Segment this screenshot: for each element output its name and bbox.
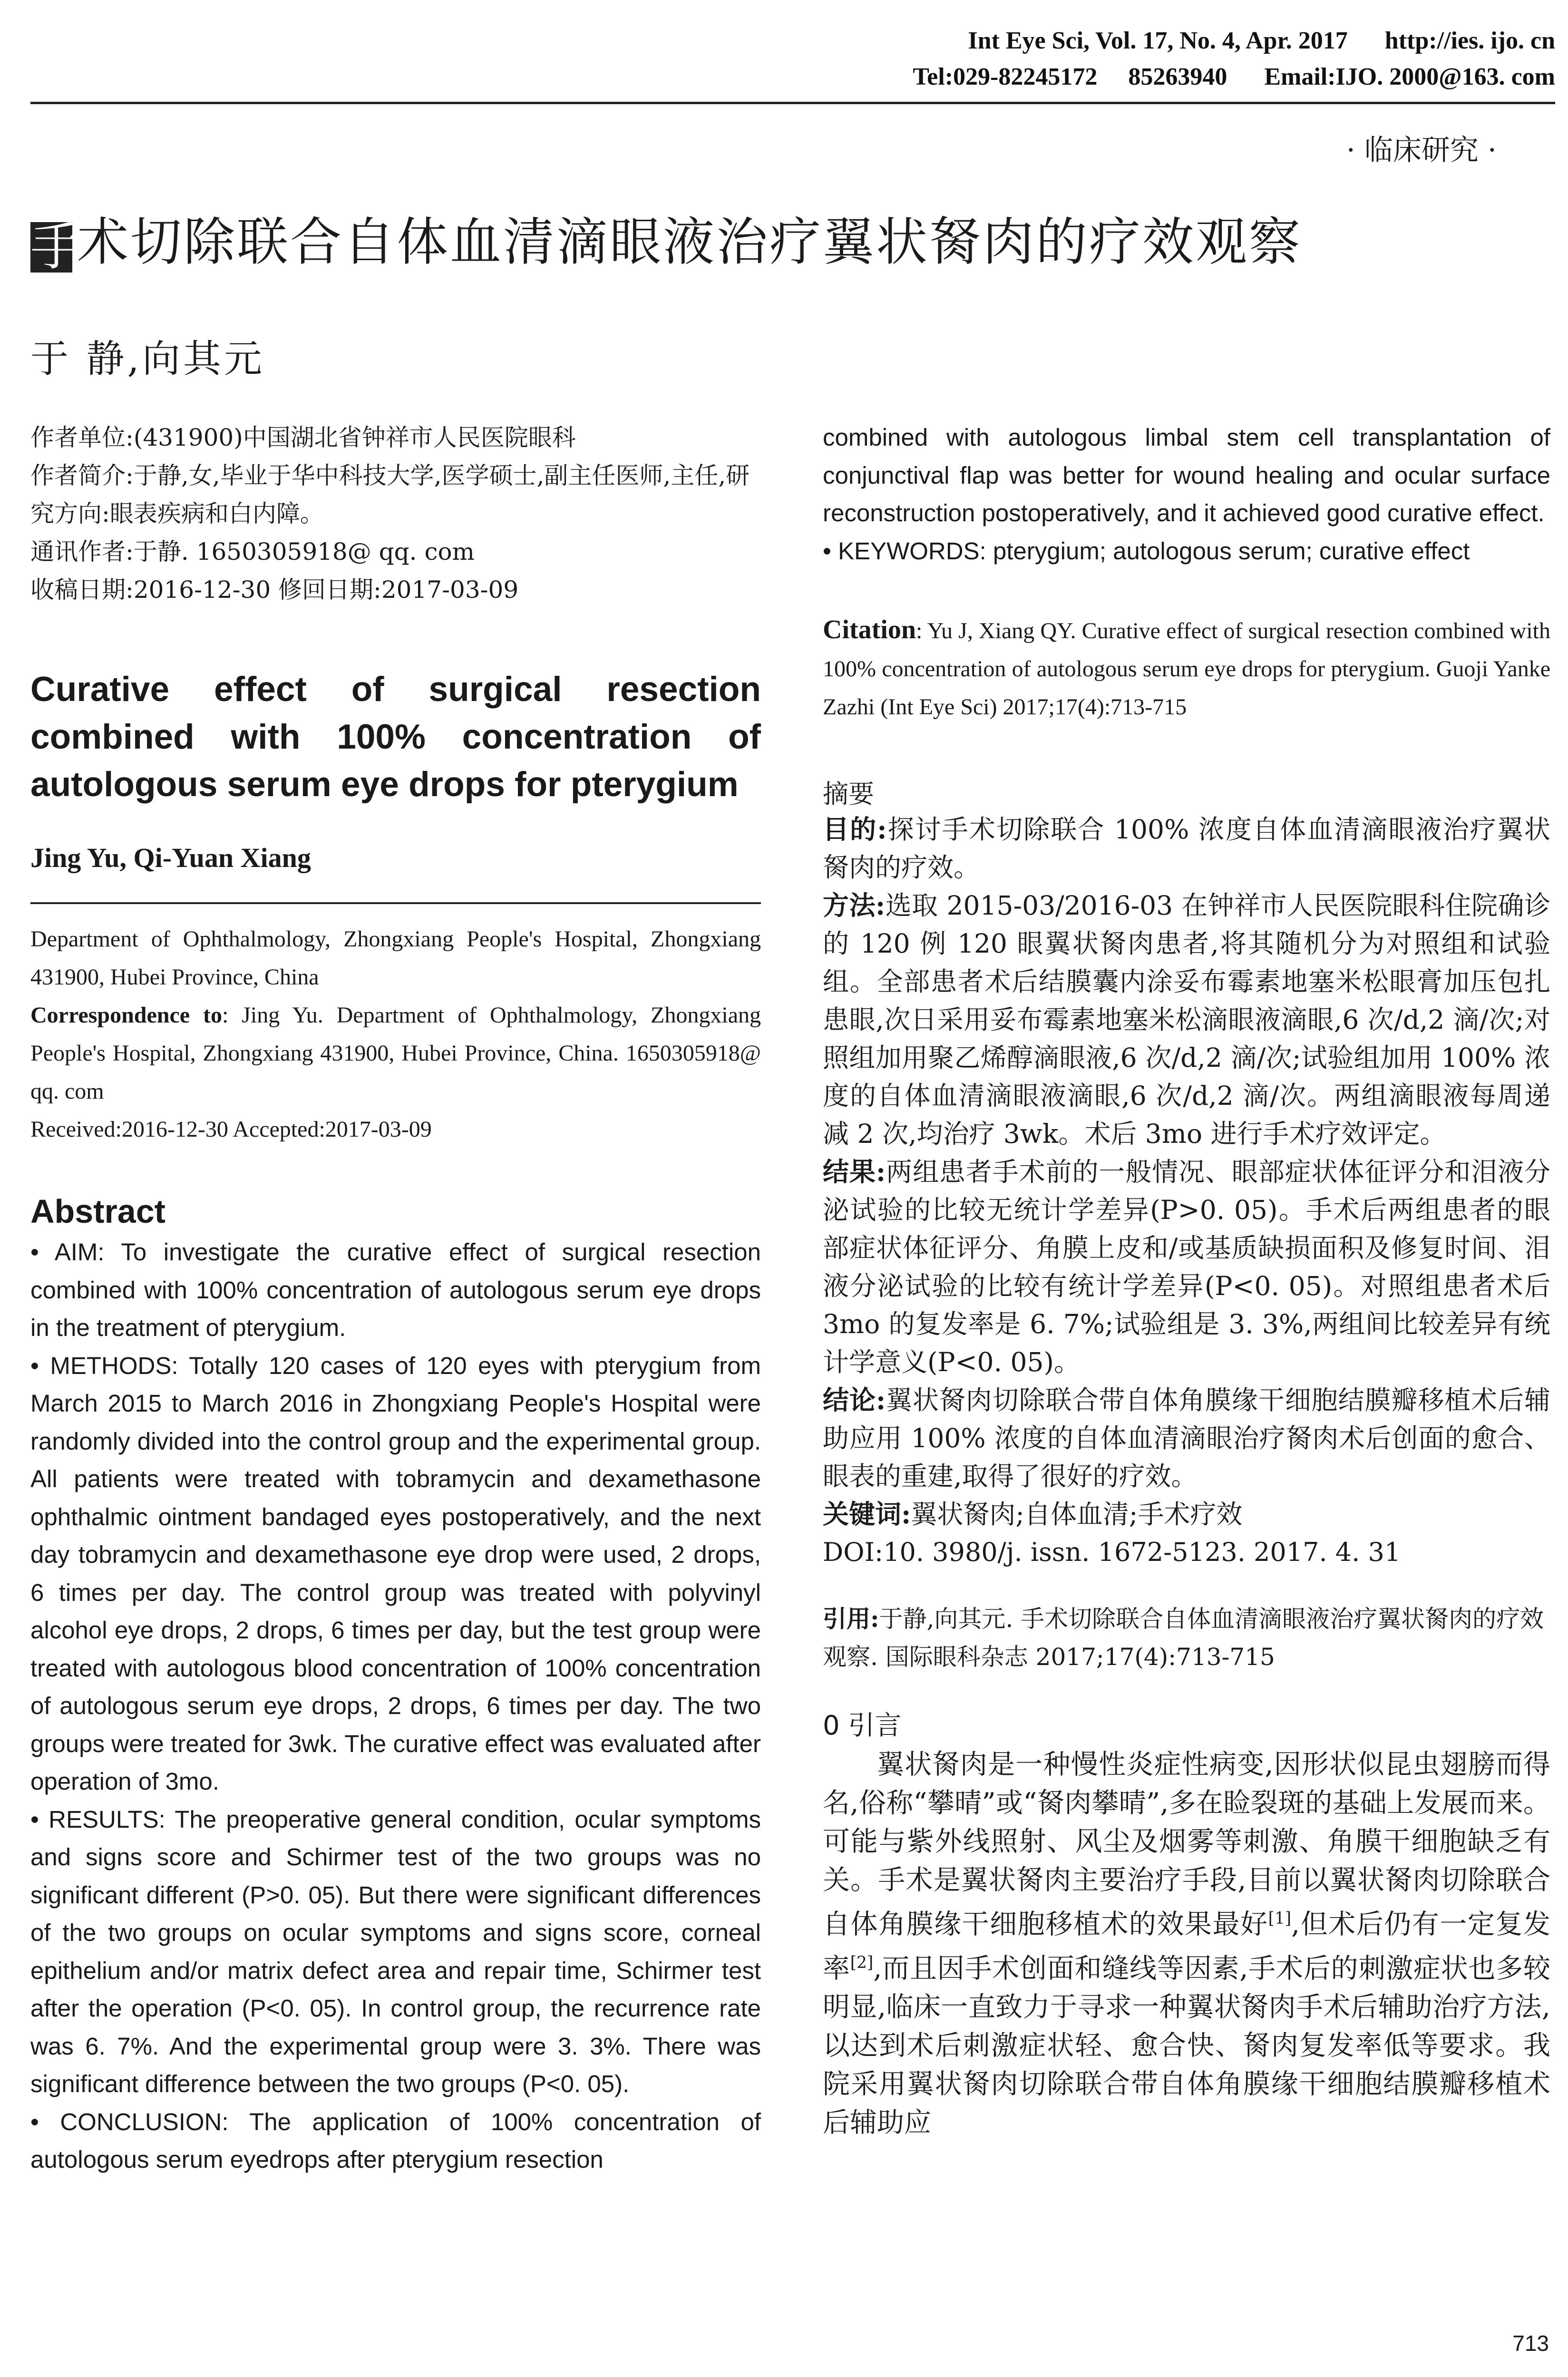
abstract-heading: Abstract <box>30 1193 166 1230</box>
intro-heading: 0 引言 <box>823 1710 902 1741</box>
authors-cn: 于 静,向其元 <box>30 337 265 381</box>
section-label: · 临床研究 · <box>1346 134 1497 167</box>
zh-aim-label: 目的: <box>823 814 887 845</box>
journal-tel: Tel:029-82245172 85263940 <box>913 63 1227 90</box>
corresponding-author: 通讯作者:于静. 1650305918@ qq. com <box>30 538 475 565</box>
abstract-aim: • AIM: To investigate the curative effect of surgical resection combined with 100% concentration of autologous serum eye drops in the treatment of pterygium. <box>30 1238 761 1341</box>
zh-keywords-text: 翼状胬肉;自体血清;手术疗效 <box>911 1499 1243 1529</box>
zh-abstract-heading: 摘要 <box>823 779 874 809</box>
affiliation-block <box>30 920 761 1149</box>
citation-label: Citation <box>823 615 916 644</box>
english-title: Curative effect of surgical resection combined with 100% concentration of autologous serum eye drops for pterygium <box>30 670 761 804</box>
zh-conclusion-label: 结论: <box>823 1384 886 1415</box>
zh-aim <box>823 810 1550 887</box>
english-authors: Jing Yu, Qi-Yuan Xiang <box>30 842 311 873</box>
received-dates-en: Received:2016-12-30 Accepted:2017-03-09 <box>30 1117 432 1142</box>
zh-keywords <box>823 1495 1550 1533</box>
right-column <box>823 419 1550 2142</box>
reference-2[interactable]: [2] <box>850 1953 874 1972</box>
intro-paragraph <box>823 1745 1550 2142</box>
title-highlight-mark: 手 <box>30 217 84 277</box>
header-rule <box>30 102 1555 104</box>
citation-en <box>823 611 1550 726</box>
abstract-conclusion: • CONCLUSION: The application of 100% concentration of autologous serum eyedrops after pterygium resection <box>30 2108 761 2173</box>
header-row-1 <box>968 27 1555 55</box>
abstract-conclusion-cont: combined with autologous limbal stem cell transplantation of conjunctival flap was better for wound healing and ocular surface reconstruction postoperatively, and it achieved good curative effect. <box>823 424 1550 526</box>
reference-1[interactable]: [1] <box>1268 1909 1292 1928</box>
author-bio: 作者简介:于静,女,毕业于华中科技大学,医学硕士,副主任医师,主任,研究方向:眼表疾病和白内障。 <box>30 462 750 527</box>
article-title-text: 术切除联合自体血清滴眼液治疗翼状胬肉的疗效观察 <box>77 213 1303 272</box>
zh-results-label: 结果: <box>823 1156 886 1187</box>
abstract-results: • RESULTS: The preoperative general condition, ocular symptoms and signs score and Schirmer test of the two groups was no significant different (P>0. 05). But there were significant differences of the two groups on ocular symptoms and signs score, corneal epithelium and/or matrix defect area and repair time, Schirmer test after the operation (P<0. 05). In control group, the recurrence rate was 6. 7%. And the experimental group were 3. 3%. There was significant difference between the two groups (P<0. 05). <box>30 1805 761 2097</box>
zh-conclusion-text: 翼状胬肉切除联合带自体角膜缘干细胞结膜瓣移植术后辅助应用 100% 浓度的自体血清滴眼治疗胬肉术后创面的愈合、眼表的重建,取得了很好的疗效。 <box>823 1385 1550 1491</box>
citation-zh <box>823 1600 1550 1676</box>
zh-results-text: 两组患者手术前的一般情况、眼部症状体征评分和泪液分泌试验的比较无统计学差异(P>0. 05)。手术后两组患者的眼部症状体征评分、角膜上皮和/或基质缺损面积及修复时间、泪液分泌试验的比较有统计学差异(P<0. 05)。对照组患者术后 3mo 的复发率是 6. 7%;试验组是 3. 3%,两组间比较差异有统计学意义(P<0. 05)。 <box>823 1157 1550 1377</box>
citation-zh-text: 于静,向其元. 手术切除联合自体血清滴眼液治疗翼状胬肉的疗效观察. 国际眼科杂志 2017;17(4):713-715 <box>823 1605 1544 1671</box>
zh-methods <box>823 887 1550 1153</box>
left-column <box>30 419 761 2179</box>
affiliation-dept: Department of Ophthalmology, Zhongxiang People's Hospital, Zhongxiang 431900, Hubei Province, China <box>30 926 761 990</box>
zh-aim-text: 探讨手术切除联合 100% 浓度自体血清滴眼液治疗翼状胬肉的疗效。 <box>823 814 1550 883</box>
correspondence-text: : Jing Yu. Department of Ophthalmology, Zhongxiang People's Hospital, Zhongxiang 431900, Hubei Province, China. 1650305918@ qq. com <box>30 1003 761 1104</box>
zh-methods-text: 选取 2015-03/2016-03 在钟祥市人民医院眼科住院确诊的 120 例 120 眼翼状胬肉患者,将其随机分为对照组和试验组。全部患者术后结膜囊内涂妥布霉素地塞米松眼膏加压包扎患眼,次日采用妥布霉素地塞米松滴眼液滴眼,6 次/d,2 滴/次;对照组加用聚乙烯醇滴眼液,6 次/d,2 滴/次;试验组加用 100% 浓度的自体血清滴眼液滴眼,6 次/d,2 滴/次。两组滴眼液每周递减 2 次,均治疗 3wk。术后 3mo 进行手术疗效评定。 <box>823 890 1550 1149</box>
abstract-body <box>30 1233 761 2179</box>
journal-header <box>30 22 1555 103</box>
intro-text-1: 翼状胬肉是一种慢性炎症性病变,因形状似昆虫翅膀而得名,俗称“攀晴”或“胬肉攀晴”,多在睑裂斑的基础上发展而来。可能与紫外线照射、风尘及烟雾等刺激、角膜干细胞缺乏有关。手术是翼状胬肉主要治疗手段,目前以翼状胬肉切除联合自体角膜缘干细胞移植术的效果最好 <box>823 1749 1550 1940</box>
author-info-cn <box>30 419 761 609</box>
intro-text-3: ,而且因手术创面和缝线等因素,手术后的刺激症状也多较明显,临床一直致力于寻求一种翼状胬肉手术后辅助治疗方法,以达到术后刺激症状轻、愈合快、胬肉复发率低等要求。我院采用翼状胬肉切除联合带自体角膜缘干细胞结膜瓣移植术后辅助应 <box>823 1953 1550 2138</box>
zh-conclusion <box>823 1381 1550 1495</box>
header-row-2 <box>913 63 1555 91</box>
journal-url[interactable]: http://ies. ijo. cn <box>1384 27 1555 54</box>
correspondence-label: Correspondence to <box>30 1003 222 1028</box>
intro-text-2: ,但术后仍有一定复发率 <box>823 1909 1551 1984</box>
citation-zh-label: 引用: <box>823 1605 879 1633</box>
received-dates-cn: 收稿日期:2016-12-30 修回日期:2017-03-09 <box>30 576 519 604</box>
author-unit: 作者单位:(431900)中国湖北省钟祥市人民医院眼科 <box>30 424 576 451</box>
page-number: 713 <box>1512 2331 1549 2356</box>
zh-keywords-label: 关键词: <box>823 1499 911 1529</box>
article-title <box>30 209 1568 276</box>
abstract-keywords: • KEYWORDS: pterygium; autologous serum; curative effect <box>823 537 1470 565</box>
journal-email[interactable]: Email:IJO. 2000@163. com <box>1264 63 1555 90</box>
abstract-methods: • METHODS: Totally 120 cases of 120 eyes with pterygium from March 2015 to March 2016 in Zhongxiang People's Hospital were randomly divided into the control group and the experimental group. All patients were treated with tobramycin and dexamethasone ophthalmic ointment bandaged eyes postoperatively, and the next day tobramycin and dexamethasone eye drop were used, 2 drops, 6 times per day. The control group was treated with polyvinyl alcohol eye drops, 2 drops, 6 times per day, but the test group were treated with autologous blood concentration of 100% concentration of autologous serum eye drops, 2 drops, 6 times per day. The two groups were treated for 3wk. The curative effect was evaluated after operation of 3mo. <box>30 1352 761 1795</box>
zh-methods-label: 方法: <box>823 890 886 921</box>
doi[interactable]: DOI:10. 3980/j. issn. 1672-5123. 2017. 4. 31 <box>823 1537 1401 1567</box>
correspondence <box>30 996 761 1111</box>
citation-text: : Yu J, Xiang QY. Curative effect of surgical resection combined with 100% concentration of autologous serum eye drops for pterygium. Guoji Yanke Zazhi (Int Eye Sci) 2017;17(4):713-715 <box>823 618 1550 720</box>
zh-results <box>823 1153 1550 1381</box>
journal-citation: Int Eye Sci, Vol. 17, No. 4, Apr. 2017 <box>968 27 1348 54</box>
author-rule <box>30 902 761 904</box>
